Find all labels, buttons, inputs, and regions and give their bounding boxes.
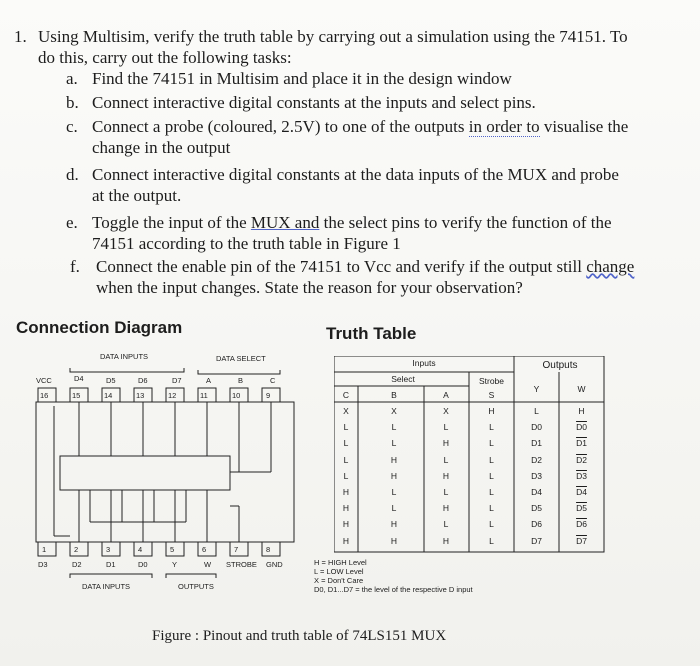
pin-14: 14 bbox=[104, 391, 113, 400]
signal-d6: D6 bbox=[138, 376, 148, 385]
signal-d7: D7 bbox=[172, 376, 182, 385]
truth-table-cell: D7 bbox=[531, 535, 542, 546]
bottom-data-inputs-bracket bbox=[70, 574, 152, 578]
truth-table-cell: D3 bbox=[576, 470, 587, 481]
truth-table-cell: D4 bbox=[531, 487, 542, 497]
grammar-mark: in order to bbox=[468, 117, 540, 136]
pin-10: 10 bbox=[232, 391, 241, 400]
task-letter: a. bbox=[66, 69, 78, 88]
truth-table-cell: L bbox=[443, 422, 449, 433]
truth-table-cell: L bbox=[391, 487, 397, 497]
col-header-s: S bbox=[488, 390, 495, 400]
truth-table-cell: X bbox=[343, 406, 349, 416]
pin-2: 2 bbox=[74, 545, 79, 554]
pin-5: 5 bbox=[170, 545, 175, 554]
pin-13: 13 bbox=[136, 391, 145, 400]
truth-table-cell: L bbox=[489, 487, 494, 497]
signal-d4: D4 bbox=[74, 374, 84, 383]
truth-table-cell: L bbox=[391, 438, 397, 449]
task-line: at the output. bbox=[92, 186, 182, 205]
truth-table-cell: D1 bbox=[576, 438, 587, 449]
pin-12: 12 bbox=[168, 391, 177, 400]
pin-6: 6 bbox=[202, 545, 207, 554]
data-inputs-bracket bbox=[70, 368, 184, 372]
task-text: Toggle the input of the bbox=[92, 213, 251, 232]
signal-c: C bbox=[270, 376, 276, 385]
signal-gnd: GND bbox=[266, 560, 283, 569]
truth-table-cell: H bbox=[342, 519, 350, 530]
task-line: 74151 according to the truth table in Figure 1 bbox=[92, 234, 401, 253]
truth-table-heading: Truth Table bbox=[326, 324, 417, 343]
truth-table-cell: D5 bbox=[576, 503, 587, 514]
truth-table-notes bbox=[314, 558, 473, 594]
truth-table-cell: L bbox=[343, 454, 349, 465]
figure-caption: Figure : Pinout and truth table of 74LS151 MUX bbox=[152, 628, 447, 644]
task-text: Connect a probe (coloured, 2.5V) to one of the outputs bbox=[92, 117, 469, 136]
truth-table-cell: D6 bbox=[531, 519, 542, 530]
truth-table-cell: H bbox=[442, 438, 450, 449]
truth-table-cell: H bbox=[342, 535, 350, 546]
signal-d2: D2 bbox=[72, 560, 82, 569]
task-letter: d. bbox=[66, 165, 79, 184]
pin-16: 16 bbox=[40, 391, 49, 400]
note-data-level: D0, D1...D7 = the level of the respective D input bbox=[314, 585, 473, 594]
truth-table-cell: D2 bbox=[576, 454, 587, 465]
truth-table-cell: L bbox=[489, 454, 494, 465]
signal-d3: D3 bbox=[38, 560, 48, 569]
truth-table-cell: H bbox=[390, 454, 398, 465]
truth-table-cell: D3 bbox=[531, 470, 542, 481]
truth-table-cell: D2 bbox=[531, 454, 542, 465]
pin-8: 8 bbox=[266, 545, 271, 554]
task-line: when the input changes. State the reason for your observation? bbox=[96, 278, 523, 297]
truth-table-cell: H bbox=[390, 470, 398, 481]
task-line: Connect interactive digital constants at the data inputs of the MUX and probe bbox=[92, 165, 619, 184]
intro-line-2: do this, carry out the following tasks: bbox=[38, 48, 292, 67]
pin-15: 15 bbox=[72, 391, 81, 400]
signal-b: B bbox=[238, 376, 244, 385]
truth-table-cell: D4 bbox=[576, 487, 587, 497]
outputs-header: Outputs bbox=[542, 360, 578, 371]
truth-table-cell: L bbox=[343, 422, 349, 433]
truth-table-cell: D7 bbox=[576, 535, 587, 546]
truth-table-cell: D0 bbox=[576, 422, 587, 433]
note-dont-care: X = Don't Care bbox=[314, 576, 364, 585]
truth-table-cell: X bbox=[443, 406, 449, 416]
inputs-header: Inputs bbox=[412, 358, 436, 368]
col-header-y: Y bbox=[533, 384, 540, 394]
signal-vcc: VCC bbox=[36, 376, 52, 385]
truth-table-cell: L bbox=[443, 454, 449, 465]
truth-table-cell: H bbox=[578, 406, 585, 416]
task-line: Find the 74151 in Multisim and place it in the design window bbox=[92, 69, 512, 88]
truth-table-cell: L bbox=[534, 406, 539, 416]
truth-table-cell: L bbox=[343, 470, 349, 481]
pin-3: 3 bbox=[106, 545, 111, 554]
signal-y: Y bbox=[172, 560, 178, 569]
truth-table-cell: L bbox=[489, 535, 494, 546]
truth-table-cell: L bbox=[489, 519, 494, 530]
top-data-inputs-label: DATA INPUTS bbox=[100, 352, 149, 361]
pinout-drawing bbox=[30, 346, 300, 606]
signal-d1: D1 bbox=[106, 560, 116, 569]
pin-9: 9 bbox=[266, 391, 271, 400]
mux-internal-block bbox=[54, 402, 271, 542]
signal-w: W bbox=[204, 560, 212, 569]
truth-table-cell: H bbox=[442, 503, 450, 514]
data-select-bracket bbox=[198, 370, 280, 374]
task-letter: c. bbox=[66, 117, 78, 136]
note-high: H = HIGH Level bbox=[314, 558, 367, 567]
question-number: 1. bbox=[14, 27, 27, 46]
truth-table-cell: H bbox=[442, 535, 450, 546]
bottom-data-inputs-label: DATA INPUTS bbox=[82, 582, 131, 591]
connection-diagram bbox=[30, 346, 300, 606]
truth-table-cell: X bbox=[391, 406, 397, 416]
col-header-a: A bbox=[443, 390, 449, 400]
truth-table-cell: H bbox=[390, 519, 398, 530]
truth-table-cell: L bbox=[443, 519, 449, 530]
truth-table-cell: D6 bbox=[576, 519, 587, 530]
connection-diagram-heading: Connection Diagram bbox=[16, 318, 183, 337]
strobe-header: Strobe bbox=[478, 376, 505, 386]
task-letter: e. bbox=[66, 213, 78, 232]
note-low: L = LOW Level bbox=[314, 567, 364, 576]
truth-table-cell: D1 bbox=[531, 438, 542, 449]
truth-table-cell: H bbox=[342, 487, 350, 497]
truth-table-cell: L bbox=[391, 503, 397, 514]
signal-d0: D0 bbox=[138, 560, 148, 569]
outputs-bracket bbox=[166, 574, 216, 578]
col-header-c: C bbox=[342, 390, 350, 400]
truth-table-cell: H bbox=[442, 470, 450, 481]
question-intro bbox=[38, 26, 678, 68]
task-letter: b. bbox=[66, 93, 79, 112]
truth-table-cell: L bbox=[391, 422, 397, 433]
top-data-select-label: DATA SELECT bbox=[216, 354, 266, 363]
truth-table-cell: L bbox=[489, 503, 494, 514]
bottom-outputs-label: OUTPUTS bbox=[178, 582, 214, 591]
pin-11: 11 bbox=[200, 391, 208, 400]
col-header-b: B bbox=[391, 390, 397, 400]
task-text: Connect the enable pin of the 74151 to Vcc and verify if the output still bbox=[96, 257, 587, 276]
signal-d5: D5 bbox=[106, 376, 116, 385]
pin-1: 1 bbox=[42, 545, 47, 554]
task-text: visualise the bbox=[539, 117, 629, 136]
truth-table-cell: D0 bbox=[531, 422, 542, 433]
truth-table-cell: L bbox=[489, 422, 494, 433]
signal-strobe: STROBE bbox=[226, 560, 257, 569]
grammar-mark: change bbox=[586, 257, 635, 276]
signal-a: A bbox=[206, 376, 212, 385]
truth-table-cell: L bbox=[443, 487, 449, 497]
truth-table-cell: D5 bbox=[531, 503, 542, 514]
pin-7: 7 bbox=[234, 545, 239, 554]
pin-4: 4 bbox=[138, 545, 143, 554]
truth-table-cell: L bbox=[489, 470, 494, 481]
truth-table-cell: L bbox=[489, 438, 494, 449]
grammar-mark: MUX and bbox=[250, 213, 320, 232]
truth-table-cell: H bbox=[342, 503, 350, 514]
intro-line-1: Using Multisim, verify the truth table by carrying out a simulation using the 74151. To bbox=[38, 27, 628, 46]
truth-table-cell: H bbox=[488, 406, 495, 416]
task-line: Connect interactive digital constants at the inputs and select pins. bbox=[92, 93, 536, 112]
truth-table-cell: L bbox=[343, 438, 349, 449]
col-header-w: W bbox=[577, 384, 586, 394]
task-line: change in the output bbox=[92, 138, 231, 157]
truth-table-cell: H bbox=[390, 535, 398, 546]
task-letter: f. bbox=[70, 257, 80, 276]
select-header: Select bbox=[391, 374, 415, 384]
task-text: the select pins to verify the function of the bbox=[319, 213, 612, 232]
